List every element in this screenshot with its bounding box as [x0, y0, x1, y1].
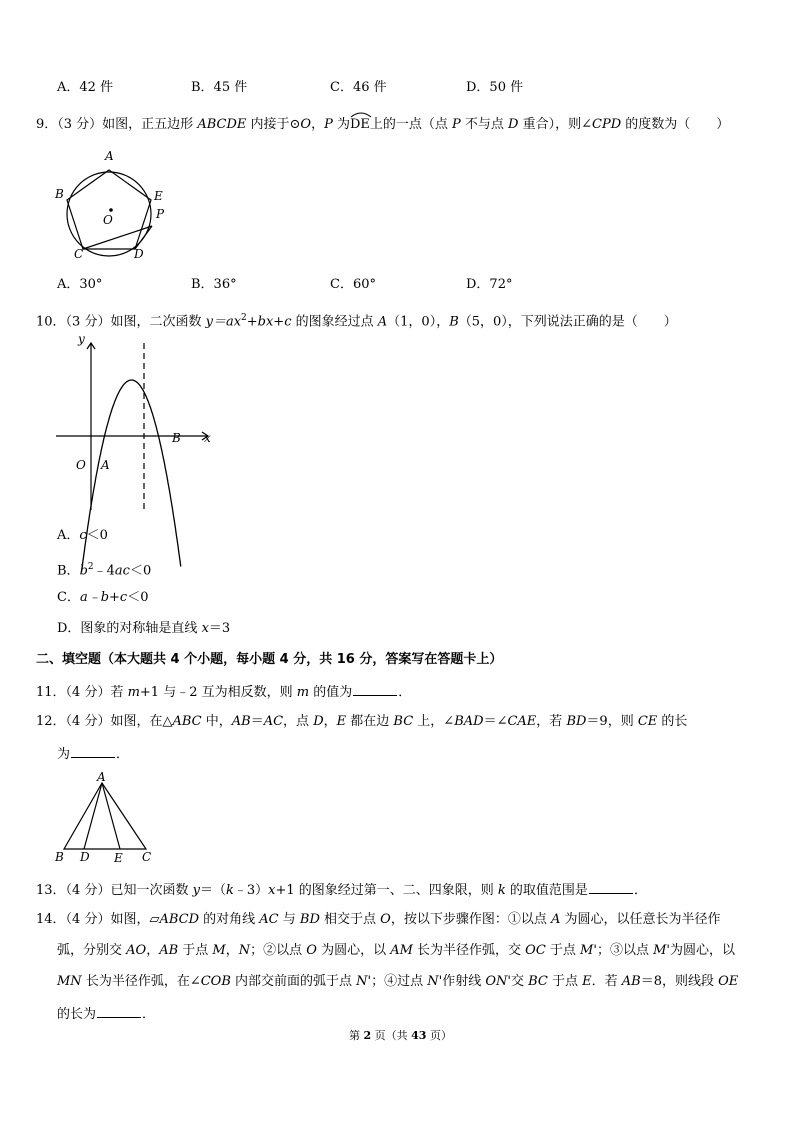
parabola-figure — [50, 332, 225, 515]
label-d: D — [80, 850, 90, 864]
label-p: P — [156, 207, 165, 221]
q9-option-d: D．72° — [466, 277, 513, 292]
q10-option-d: D．图象的对称轴是直线 x＝3 — [57, 621, 231, 636]
label-c: C — [142, 850, 152, 864]
pentagon-figure — [50, 148, 180, 263]
label-o: O — [103, 213, 113, 227]
label-e: E — [114, 851, 123, 865]
label-d: D — [134, 247, 144, 261]
answer-blank — [589, 881, 633, 894]
label-y: y — [78, 332, 85, 346]
q14-line4: 的长为 ． — [57, 1007, 156, 1022]
label-a: A — [97, 770, 106, 784]
triangle-figure — [52, 770, 162, 865]
label-b: B — [55, 187, 64, 201]
q9-option-c: C．60° — [330, 277, 376, 292]
center-dot — [109, 208, 113, 212]
label-a: A — [105, 149, 114, 163]
label-x: x — [204, 431, 211, 445]
q14-line2: 弧，分别交 AO，AB 于点 M，N；②以点 O 为圆心，以 AM 长为半径作弧，交 OC 于点 M'；③以点 M'为圆心，以 — [57, 943, 735, 958]
arc-mark-icon — [350, 110, 372, 118]
q10-option-b: B．$b^2﹣4ac<0$ — [57, 562, 152, 579]
segment-ae — [102, 783, 120, 849]
label-c: C — [74, 247, 84, 261]
q13-question: 13．（4 分）已知一次函数 y＝（k﹣3）x+1 的图象经过第一、二、四象限，则 k 的取值范围是 ． — [36, 883, 647, 898]
arc-de: DE — [350, 117, 370, 133]
q8-option-b: B．45 件 — [191, 80, 248, 95]
label-b: B — [172, 431, 181, 445]
answer-blank — [353, 683, 397, 696]
q8-option-a: A．42 件 — [57, 80, 114, 95]
segment-cp — [83, 226, 152, 249]
q9-option-a: A．30° — [57, 277, 103, 292]
section-heading: 二、填空题（本大题共 4 个小题，每小题 4 分，共 16 分，答案写在答题卡上） — [36, 652, 503, 667]
pentagon-abcde — [67, 170, 151, 249]
q11-question: 11．（4 分）若 m+1 与﹣2 互为相反数，则 m 的值为 ． — [36, 685, 412, 700]
label-a: A — [101, 458, 110, 472]
answer-blank — [71, 745, 115, 758]
page-footer: 第 2 页（共 43 页） — [349, 1029, 452, 1042]
segment-ad — [84, 783, 102, 849]
answer-blank — [97, 1005, 141, 1018]
label-o: O — [76, 458, 86, 472]
q8-option-c: C．46 件 — [330, 80, 387, 95]
q9-option-b: B．36° — [191, 277, 237, 292]
q8-option-d: D．50 件 — [466, 80, 524, 95]
label-b: B — [55, 850, 64, 864]
q9-question: 9．（3 分）如图，正五边形 ABCDE 内接于⊙O，P 为 DE上的一点（点 P 不与点 D 重合），则∠CPD 的度数为（ ） — [36, 117, 729, 133]
q10-question: 10．（3 分）如图，二次函数 $y=ax^2+bx+c$ 的图象经过点 A（1，0），B（5，0），下列说法正确的是（ ） — [36, 313, 677, 330]
q14-line3: MN 长为半径作弧，在∠COB 内部交前面的弧于点 N'；④过点 N'作射线 ON'交 BC 于点 E．若 AB＝8，则线段 OE — [57, 974, 739, 989]
q12-question: 12．（4 分）如图，在△ABC 中，AB＝AC，点 D，E 都在边 BC 上，∠BAD＝∠CAE，若 BD＝9，则 CE 的长 — [36, 714, 688, 729]
q12-line2: 为 ． — [57, 747, 130, 762]
q10-option-a: A．c＜0 — [57, 528, 108, 543]
q10-option-c: C．a﹣b+c＜0 — [57, 590, 149, 605]
label-e: E — [154, 189, 163, 203]
q14-line1: 14．（4 分）如图，▱ABCD 的对角线 AC 与 BD 相交于点 O，按以下步骤作图：①以点 A 为圆心，以任意长为半径作 — [36, 912, 721, 927]
